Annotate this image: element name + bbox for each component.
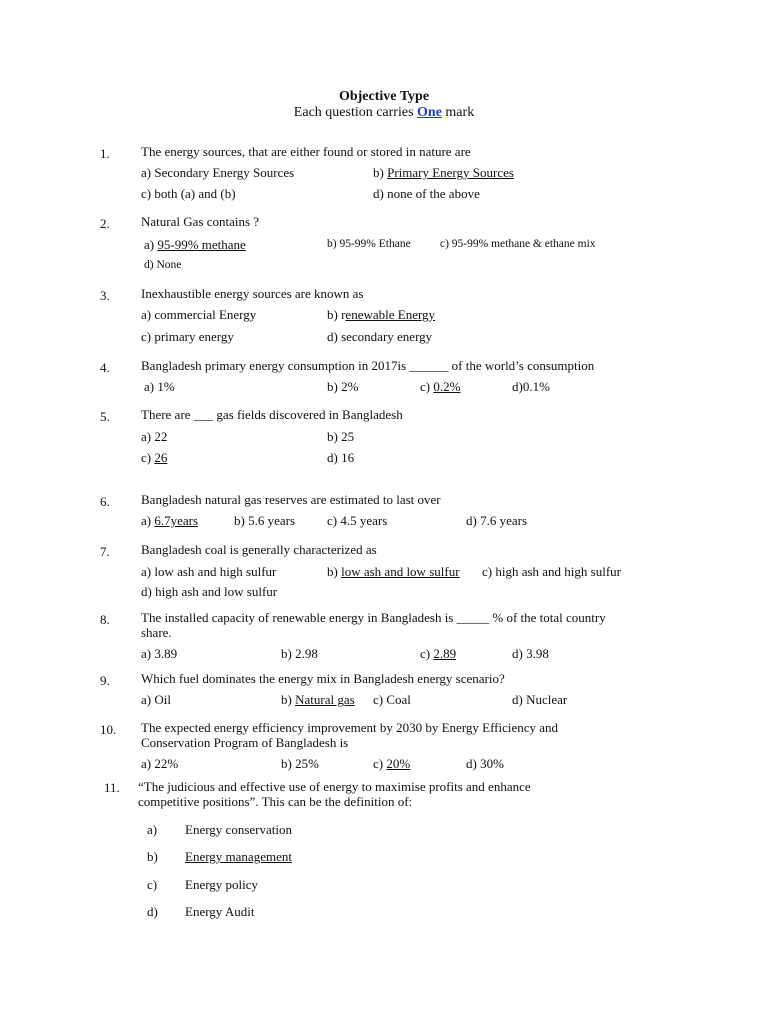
question-text: Which fuel dominates the energy mix in Bangladesh energy scenario? — [141, 671, 505, 686]
question-number: 6. — [100, 494, 110, 509]
question-number: 3. — [100, 288, 110, 303]
option-c — [141, 450, 167, 465]
option-b — [281, 692, 355, 707]
option-d: d) None — [144, 259, 182, 271]
question-text: The installed capacity of renewable energy in Bangladesh is _____ % of the total country — [141, 610, 606, 625]
option-b: b) 2.98 — [281, 646, 318, 661]
question-text: “The judicious and effective use of energy to maximise profits and enhance — [138, 779, 531, 794]
correct-answer: 0.2% — [433, 379, 461, 394]
option-c-text: Energy policy — [185, 877, 259, 892]
question-text-continued: Conservation Program of Bangladesh is — [141, 735, 349, 750]
option-b: b) 95-99% Ethane — [327, 238, 411, 250]
option-c: c) both (a) and (b) — [141, 186, 236, 201]
question-text: Bangladesh natural gas reserves are estimated to last over — [141, 492, 441, 507]
question-number: 7. — [100, 544, 110, 559]
option-b-prefix: b) — [281, 692, 296, 707]
option-b — [373, 165, 514, 180]
option-d: d) 7.6 years — [466, 513, 528, 528]
option-a: a) 3.89 — [141, 646, 178, 661]
option-d: d) secondary energy — [327, 329, 433, 344]
option-c — [420, 646, 456, 661]
option-d: d) none of the above — [373, 186, 480, 201]
question-text: The expected energy efficiency improvement by 2030 by Energy Efficiency and — [141, 720, 559, 735]
option-a — [141, 513, 198, 528]
option-b: b) 5.6 years — [234, 513, 296, 528]
question-text: There are ___ gas fields discovered in Bangladesh — [141, 407, 403, 422]
option-a: a) low ash and high sulfur — [141, 564, 277, 579]
option-a: a) commercial Energy — [141, 307, 257, 322]
option-c: c) high ash and high sulfur — [482, 564, 622, 579]
option-c: c) 4.5 years — [327, 513, 388, 528]
option-a: a) 22 — [141, 429, 168, 444]
correct-answer: Primary Energy Sources — [387, 165, 514, 180]
question-number: 5. — [100, 409, 110, 424]
option-d: d) high ash and low sulfur — [141, 584, 278, 599]
option-b-prefix: b) r — [327, 307, 346, 322]
option-b — [327, 307, 435, 322]
option-a: a) Oil — [141, 692, 171, 707]
question-number: 1. — [100, 146, 110, 161]
question-text: Bangladesh primary energy consumption in 2017is ______ of the world’s consumption — [141, 358, 595, 373]
option-c — [373, 756, 410, 771]
question-text: Bangladesh coal is generally characterized as — [141, 542, 377, 557]
question-text: Inexhaustible energy sources are known as — [141, 286, 364, 301]
correct-answer: 26 — [154, 450, 168, 465]
correct-answer: 95-99% methane — [157, 237, 246, 252]
question-number: 8. — [100, 612, 110, 627]
question-number: 11. — [104, 780, 120, 795]
option-c-prefix: c) — [420, 379, 434, 394]
correct-answer: 2.89 — [433, 646, 457, 661]
option-a: a) 22% — [141, 756, 179, 771]
option-c — [420, 379, 460, 394]
option-a-prefix: a) — [144, 237, 158, 252]
correct-answer — [185, 849, 292, 864]
option-c-prefix: c) — [373, 756, 387, 771]
correct-answer: 6.7years — [154, 513, 199, 528]
option-b — [327, 564, 460, 579]
page-subtitle — [0, 105, 768, 120]
question-number: 4. — [100, 360, 110, 375]
option-d-text: Energy Audit — [185, 904, 255, 919]
subtitle-emphasis: One — [417, 105, 442, 120]
option-b: b) 25 — [327, 429, 355, 444]
option-b-prefix: b) — [373, 165, 388, 180]
option-a-prefix: a) — [141, 513, 155, 528]
option-a-text: Energy conservation — [185, 822, 292, 837]
option-d: d) 30% — [466, 756, 504, 771]
option-a — [144, 237, 246, 252]
option-d: d) 3.98 — [512, 646, 549, 661]
option-a-letter: a) — [147, 822, 158, 837]
question-text: The energy sources, that are either found or stored in nature are — [141, 144, 471, 159]
question-number: 10. — [100, 722, 117, 737]
option-d: d) 16 — [327, 450, 355, 465]
question-text-continued: competitive positions”. This can be the definition of: — [138, 794, 413, 809]
correct-answer: Natural gas — [295, 692, 355, 707]
correct-answer: low ash and low sulfur — [341, 564, 460, 579]
option-b-letter: b) — [147, 849, 158, 864]
option-c-prefix: c) — [141, 450, 155, 465]
page-title: Objective Type — [338, 89, 430, 104]
option-c: c) Coal — [373, 692, 411, 707]
question-number: 9. — [100, 673, 110, 688]
option-d: d)0.1% — [512, 379, 550, 394]
option-c-prefix: c) — [420, 646, 434, 661]
option-d-letter: d) — [147, 904, 158, 919]
option-a: a) Secondary Energy Sources — [141, 165, 295, 180]
option-b: b) 2% — [327, 379, 359, 394]
option-b-prefix: b) — [327, 564, 342, 579]
option-b: b) 25% — [281, 756, 319, 771]
option-a: a) 1% — [144, 379, 175, 394]
question-text: Natural Gas contains ? — [141, 214, 260, 229]
question-text-continued: share. — [141, 625, 172, 640]
option-c: c) 95-99% methane & ethane mix — [440, 238, 596, 250]
question-number: 2. — [100, 216, 110, 231]
correct-answer: 20% — [386, 756, 411, 771]
subtitle-prefix: Each question carries — [293, 105, 418, 120]
subtitle-suffix: mark — [441, 105, 475, 120]
option-c: c) primary energy — [141, 329, 234, 344]
option-c-letter: c) — [147, 877, 158, 892]
correct-answer: enewable Energy — [345, 307, 436, 322]
option-b-text: Energy management — [185, 849, 292, 864]
option-d: d) Nuclear — [512, 692, 568, 707]
